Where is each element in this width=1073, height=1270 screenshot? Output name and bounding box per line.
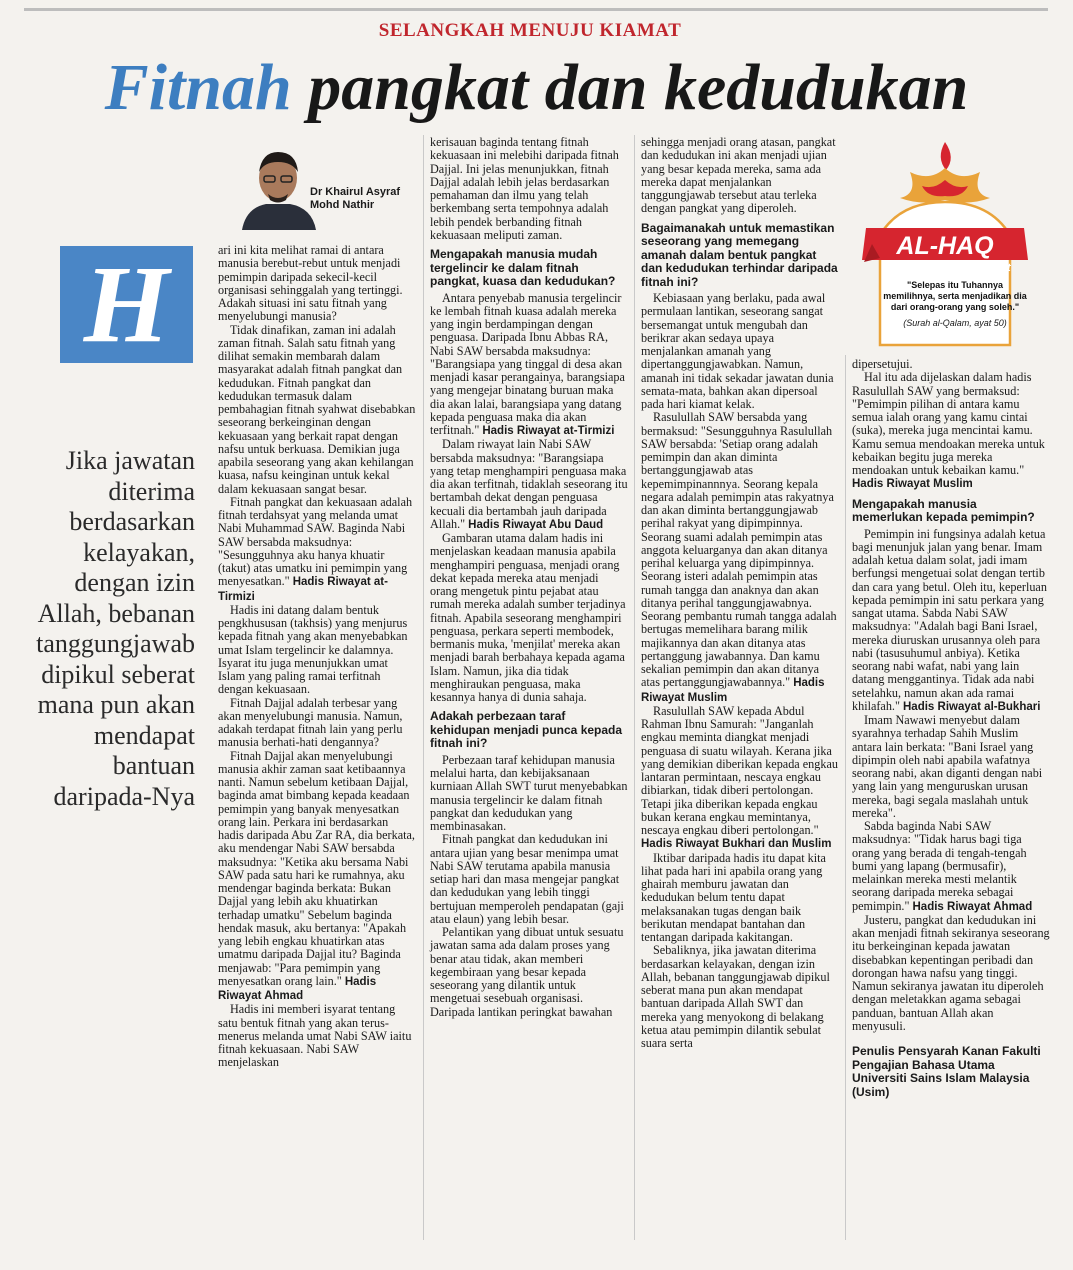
column-divider: [634, 135, 635, 1240]
paragraph: Perbezaan taraf kehidupan manusia melalui harta, dan kebijaksanaan kurniaan Allah SWT turut menyebabkan manusia tergelincir ke dalam fitnah pangkat dan kedudukan yang membinasakan.: [430, 752, 628, 833]
paragraph: Tidak dinafikan, zaman ini adalah zaman fitnah. Salah satu fitnah yang dilihat semakin membarah dalam masyarakat adalah fitnah pangkat dan kedudukan. Fitnah pangkat dan kedudukan termasuk dalam pembahagian fitnah syahwat disebabkan seseorang berkeinginan dengan kekuasaan yang berkait rapat dengan nafsu untuk berkuasa. Demikian juga apabila seseorang yang akan kehilangan kuasa, nafsu keinginan untuk kekal dalam kekuasaan sangat besar.: [218, 322, 416, 496]
column-divider: [845, 355, 846, 1240]
paragraph: Dalam riwayat lain Nabi SAW bersabda maksudnya: "Barangsiapa yang tetap menghampiri penguasa maka dia akan terfitnah, tidaklah seseorang itu bertambah dekat dengan penguasa kecuali dia bertambah jauh daripada Allah." Hadis Riwayat Abu Daud: [430, 437, 628, 531]
paragraph: ari ini kita melihat ramai di antara manusia berebut-rebut untuk menjadi pemimpin daripada sekecil-kecil organisasi sehinggalah yang tertinggi. Adakah situasi ini satu fitnah yang menyelubungi manusia?: [218, 243, 403, 324]
paragraph: Sabda baginda Nabi SAW maksudnya: "Tidak harus bagi tiga orang yang berada di tengah-tengah bumi yang lapang (bermusafir), melainkan mereka mesti melantik seorang daripada mereka sebagai pemimpin." Hadis Riwayat Ahmad: [852, 819, 1033, 913]
paragraph: Justeru, pangkat dan kedudukan ini akan menjadi fitnah sekiranya seseorang itu berkeinginan kepada jawatan disebabkan kepentingan peribadi dan dorongan hawa nafsu yang tinggi. Namun sekiranya jawatan itu diperoleh dengan meletakkan agama sebagai panduan, bantuan Allah akan menyusuli.: [852, 912, 1050, 1033]
al-haq-title: AL-HAQ: [896, 232, 994, 260]
al-haq-box: [860, 140, 1060, 350]
article-column-1: [218, 244, 416, 1070]
pull-quote: Jika jawatan diterima berdasarkan kelayakan, dengan izin Allah, bebanan tanggungjawab dipikul seberat mana pun akan mendapat bantuan daripada-Nya: [36, 446, 195, 811]
author-byline: [220, 142, 415, 232]
paragraph: Antara penyebab manusia tergelincir ke lembah fitnah kuasa adalah mereka yang ingin berdampingan dengan penguasa. Daripada Ibnu Abbas RA, Nabi SAW bersabda maksudnya: "Barangsiapa yang tinggal di desa akan menjadi kasar perangainya, barangsiapa yang mengejar binatang buruan maka dia akan lalai, barangsiapa yang datang kepada penguasa maka dia akan terfitnah." Hadis Riwayat at-Tirmizi: [430, 290, 625, 437]
al-haq-subtitle: Sehari sepotong ayat: [899, 262, 1011, 274]
section-kicker: SELANGKAH MENUJU KIAMAT: [378, 20, 682, 41]
paragraph: kerisauan baginda tentang fitnah kekuasaan ini melebihi daripada fitnah Dajjal. Ini jelas menunjukkan, fitnah Dajjal adalah lebih jelas berdasarkan pemahaman dan ilmu yang telah berkembang serta tempohnya adalah lebih pendek berbanding fitnah kekuasaan meliputi zaman.: [430, 135, 619, 242]
paragraph: Imam Nawawi menyebut dalam syarahnya terhadap Sahih Muslim antara lain berkata: "Bani Israel yang dipimpin oleh nabi apabila wafatnya seorang nabi, akan diganti dengan nabi yang lain yang menguruskan urusan mereka, bagi segala maslahah untuk mereka".: [852, 713, 1043, 820]
paragraph: Pelantikan yang dibuat untuk sesuatu jawatan sama ada dalam proses yang benar atau tidak, akan memberi kegembiraan yang besar kepada seseorang yang dilantik untuk mengetuai sesebuah organisasi. Daripada lantikan peringkat bawahan: [430, 925, 624, 1019]
paragraph: sehingga menjadi orang atasan, pangkat dan kedudukan ini akan menjadi ujian yang besar kepada mereka, sama ada mereka dapat menjalankan tanggungjawab tersebut atau terleka dengan pangkat yang diperoleh.: [641, 135, 836, 216]
paragraph: Hal itu ada dijelaskan dalam hadis Rasulullah SAW yang bermaksud: "Pemimpin pilihan di antara kamu semua ialah orang yang kamu cintai (suka), mereka juga mencintai kamu. Kamu semua mendoakan mereka untuk kebaikan begitu juga mereka mendoakan untuk kebaikan kamu." Hadis Riwayat Muslim: [852, 370, 1045, 491]
top-rule: [24, 8, 1048, 11]
paragraph: Hadis ini memberi isyarat tentang satu bentuk fitnah yang akan terus-menerus melanda umat Nabi SAW iaitu fitnah kekuasaan. Nabi SAW menjelaskan: [218, 1002, 412, 1070]
hadith-source: Hadis Riwayat Ahmad: [218, 975, 377, 1002]
paragraph: Hadis ini datang dalam bentuk pengkhususan (takhsis) yang menjurus kepada fitnah yang akan menyebabkan umat Islam tergelincir ke dalamnya. Isyarat itu juga menunjukkan umat Islam yang paling ramai terfitnah dengan kekuasaan.: [218, 602, 408, 697]
headline: [0, 46, 1073, 130]
paragraph: Fitnah pangkat dan kekuasaan adalah fitnah terdahsyat yang melanda umat Nabi Muhammad SAW. Baginda Nabi SAW bersabda maksudnya: "Sesungguhnya aku hanya khuatir (takut) atas umatku ini pemimpin yang menyesatkan." Hadis Riwayat at-Tirmizi: [218, 494, 413, 603]
subheading: Adakah perbezaan taraf kehidupan menjadi punca kepada fitnah ini?: [430, 709, 623, 751]
author-name: Dr Khairul Asyraf Mohd Nathir: [310, 186, 401, 211]
article-column-2: [430, 136, 628, 1019]
subheading: Mengapakah manusia memerlukan kepada pemimpin?: [852, 496, 1035, 524]
hadith-source: Hadis Riwayat Muslim: [852, 478, 973, 491]
paragraph: Fitnah Dajjal adalah terbesar yang akan menyelubungi manusia. Namun, adakah terdapat fitnah lain yang perlu manusia berhati-hati dengannya?: [218, 695, 403, 750]
hadith-source: Hadis Riwayat Abu Daud: [468, 518, 604, 531]
paragraph: Pemimpin ini fungsinya adalah ketua bagi menunjuk jalan yang benar. Imam adalah ketua dalam solat, jadi imam berfungsi mengetuai solat dengan tertib dan cara yang betul. Oleh itu, keperluan kepada pemimpin ini satu perkara yang sangat utama. Sabda Nabi SAW maksudnya: "Adalah bagi Bani Israel, mereka diuruskan urusannya oleh para nabi (tasusuhumul anbiya). Ketika seorang nabi wafat, nabi yang lain datang menggantinya. Tidak ada nabi setelahku, namun akan ada ramai khilafah." Hadis Riwayat al-Bukhari: [852, 526, 1047, 713]
hadith-source: Hadis Riwayat Muslim: [641, 677, 825, 704]
paragraph: dipersetujui.: [852, 357, 913, 371]
paragraph: Fitnah Dajjal akan menyelubungi manusia akhir zaman saat ketibaannya nanti. Namun sebelum ketibaan Dajjal, baginda amat bimbang kepada keadaan pemimpin yang banyak menyesatkan orang lain. Perkara ini berdasarkan hadis daripada Abu Zar RA, dia berkata, aku mendengar Nabi SAW bersabda maksudnya: "Ketika aku bersama Nabi SAW pada satu hari ke rumahnya, aku mendengar baginda berkata: Bukan Dajjal yang lebih aku khuatirkan terhadap umatku" Sebelum baginda hendak masuk, aku bertanya: "Apakah yang lebih engkau khuatirkan atas umatmu daripada Dajjal itu? Baginda menjawab: "Para pemimpin yang menyesatkan orang lain." Hadis Riwayat Ahmad: [218, 748, 415, 1002]
hadith-source: Hadis Riwayat Bukhari dan Muslim: [641, 838, 832, 851]
article-column-4: [852, 358, 1050, 1102]
column-divider: [423, 135, 424, 1240]
hadith-source: Hadis Riwayat al-Bukhari: [903, 700, 1041, 713]
paragraph: Iktibar daripada hadis itu dapat kita lihat pada hari ini apabila orang yang ghairah memburu jawatan dan kedudukan belum tentu dapat melaksanakan tugas dengan baik berikutan mendapat bantahan dan tentangan daripada kakitangan.: [641, 850, 826, 944]
paragraph: Kebiasaan yang berlaku, pada awal permulaan lantikan, seseorang sangat bersemangat untuk mengubah dan berikrar akan sedaya upaya menjalankan amanah yang dipertanggungjawabkan. Namun, amanah ini tidak sekadar jawatan dunia semata-mata, bahkan akan dipersoal pada hari kiamat kelak.: [641, 291, 834, 411]
headline-rest: pangkat dan kedudukan: [308, 51, 969, 124]
al-haq-verse: "Selepas itu Tuhannya memilihnya, serta menjadikan dia dari orang-orang yang soleh.": [883, 280, 1027, 312]
paragraph: Rasulullah SAW kepada Abdul Rahman Ibnu Samurah: "Janganlah engkau meminta diangkat menjadi penguasa di suatu wilayah. Kerana jika yang demikian diberikan kepada engkau lantaran permintaan, nescaya engkau dibiarkan, tidak diberi pertolongan. Tetapi jika diberikan kepada engkau bukan kerana engkau memintanya, nescaya engkau diberi pertolongan." Hadis Riwayat Bukhari dan Muslim: [641, 703, 838, 851]
paragraph: Rasulullah SAW bersabda yang bermaksud: "Sesungguhnya Rasulullah SAW bersabda: 'Setiap orang adalah pemimpin dan akan diminta bertanggungjawab atas kepemimpinannnya. Seorang kepala negara adalah pemimpin atas rakyatnya dan akan diminta bertanggungjawab perihal rakyat yang dipimpinnya. Seorang suami adalah pemimpin atas anggota keluarganya dan akan ditanya perihal keluarga yang dipimpinnya. Seorang isteri adalah pemimpin atas rumah tangga dan anaknya dan akan ditanya perihal tanggungjawabnya. Seorang pembantu rumah tangga adalah bertugas memelihara barang milik majikannya dan akan ditanya atas pertanggung jawabannya. Dan kamu sekalian pemimpin dan akan ditanya atas pertanggungjawabannya." Hadis Riwayat Muslim: [641, 410, 837, 704]
article-column-3: [641, 136, 839, 1050]
drop-cap: H: [60, 246, 193, 363]
hadith-source: Hadis Riwayat at-Tirmizi: [482, 425, 615, 437]
al-haq-reference: (Surah al-Qalam, ayat 50): [903, 318, 1007, 328]
paragraph: Fitnah pangkat dan kedudukan ini antara ujian yang besar menimpa umat Nabi SAW terutama apabila manusia setiap hari dan masa mengejar pangkat dan kedudukan yang lebih tinggi bertujuan memperoleh pendapatan (gaji atau elaun) yang lebih besar.: [430, 832, 624, 926]
hadith-source: Hadis Riwayat at-Tirmizi: [218, 576, 388, 603]
subheading: Bagaimanakah untuk memastikan seseorang yang memegang amanah dalam bentuk pangkat dan kedudukan terhindar daripada fitnah ini?: [641, 220, 838, 289]
subheading: Mengapakah manusia mudah tergelincir ke dalam fitnah pangkat, kuasa dan kedudukan?: [430, 247, 616, 288]
author-bio: Penulis Pensyarah Kanan Fakulti Pengajian Bahasa Utama Universiti Sains Islam Malaysia (Usim): [852, 1044, 1041, 1099]
hadith-source: Hadis Riwayat Ahmad: [912, 900, 1033, 913]
paragraph: Gambaran utama dalam hadis ini menjelaskan keadaan manusia apabila menghampiri penguasa, menjadi orang dekat kepada mereka atau menjadi orang mengetuk pintu pejabat atau rumah mereka adalah sumber terjadinya fitnah. Apabila seseorang menghampiri penguasa, perkara seperti membodek, bermanis muka, 'menjilat' mereka akan menjadi barah berbahaya kepada agama Islam. Namun, jika dia tidak menghiraukan penguasa, maka kesannya hanya di dunia sahaja.: [430, 531, 626, 704]
headline-blue-word: Fitnah: [104, 51, 292, 124]
paragraph: Sebaliknya, jika jawatan diterima berdasarkan kelayakan, dengan izin Allah, bebanan tanggungjawab dipikul seberat mana pun akan mendapat bantuan daripada Allah SWT dan mereka yang menyokong di belakang ketua atau pemimpin dilantik sebulat suara serta: [641, 943, 830, 1050]
